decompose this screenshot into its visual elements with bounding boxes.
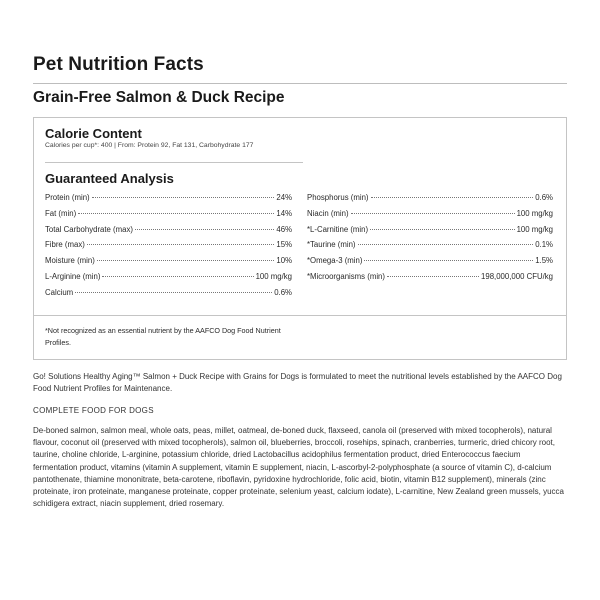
analysis-value: 24%: [276, 193, 292, 202]
analysis-value: 0.6%: [274, 287, 292, 297]
page-title: Pet Nutrition Facts: [33, 54, 204, 75]
dot-leader: [358, 244, 534, 245]
analysis-label: *L-Carnitine (min): [307, 224, 369, 234]
analysis-row: [307, 209, 553, 225]
analysis-value: 14%: [276, 208, 292, 218]
aafco-statement: Go! Solutions Healthy Aging™ Salmon + Duck Recipe with Grains for Dogs is formulated to meet the nutritional levels established by the AAFCO Dog Food Nutrient Profiles for Maintenance.: [33, 372, 562, 393]
analysis-label: Protein (min): [45, 193, 90, 202]
analysis-label: Phosphorus (min): [307, 193, 369, 202]
ingredients-list: De-boned salmon, salmon meal, whole oats, peas, millet, oatmeal, de-boned duck, flaxseed, canola oil (preserved with mixed tocopherols), natural flavour, coconut oil (preserved with mixed tocopherols), salmon oil, blueberries, broccoli, rosehips, spinach, cranberries, turmeric, dried chicory root, taurine, choline chloride, L-arginine, potassium chloride, dried Lactobacillus acidophilus fermentation product, dried Enterococcus faecium fermentation product, vitamins (vitamin A supplement, vitamin E supplement, niacin, L-ascorbyl-2-polyphosphate (a source of vitamin C), d-calcium pantothenate, thiamine mononitrate, beta-carotene, riboflavin, pyridoxine hydrochloride, folic acid, biotin, vitamin B12 supplement), minerals (zinc proteinate, iron proteinate, manganese proteinate, copper proteinate, selenium yeast, calcium iodate), L-carnitine, New Zealand green mussels, yucca schidigera extract, niacin supplement, dried rosemary.: [33, 426, 564, 509]
dot-leader: [351, 213, 515, 214]
dot-leader: [135, 229, 274, 230]
analysis-row: [45, 193, 292, 209]
analysis-row: [45, 256, 292, 272]
dot-leader: [87, 244, 275, 245]
analysis-value: 198,000,000 CFU/kg: [481, 271, 553, 281]
analysis-label: *Omega-3 (min): [307, 256, 363, 266]
dot-leader: [75, 292, 272, 293]
analysis-value: 100 mg/kg: [516, 224, 553, 234]
note-divider: [34, 315, 566, 316]
analysis-label: L-Arginine (min): [45, 271, 101, 281]
analysis-value: 100 mg/kg: [516, 208, 553, 218]
aafco-footnote: *Not recognized as an essential nutrient by the AAFCO Dog Food Nutrient Profiles.: [45, 326, 281, 347]
dot-leader: [370, 229, 514, 230]
dot-leader: [92, 197, 275, 198]
analysis-value: 10%: [276, 256, 292, 266]
analysis-row: [307, 240, 553, 256]
analysis-value: 46%: [276, 224, 292, 234]
analysis-row: [307, 225, 553, 241]
calorie-content-heading: Calorie Content: [45, 126, 142, 141]
recipe-subtitle: Grain-Free Salmon & Duck Recipe: [33, 89, 285, 106]
analysis-row: [45, 288, 292, 304]
analysis-label: Fibre (max): [45, 240, 85, 250]
dot-leader: [364, 260, 533, 261]
analysis-value: 1.5%: [535, 256, 553, 266]
analysis-value: 0.6%: [535, 193, 553, 202]
analysis-label: Total Carbohydrate (max): [45, 224, 133, 234]
dot-leader: [78, 213, 274, 214]
analysis-value: 100 mg/kg: [255, 271, 292, 281]
title-divider: [33, 83, 567, 84]
calorie-content-detail: Calories per cup*: 400 | From: Protein 92, Fat 131, Carbohydrate 177: [45, 142, 254, 149]
analysis-row: [45, 209, 292, 225]
analysis-value: 15%: [276, 240, 292, 250]
dot-leader: [97, 260, 275, 261]
analysis-row: [45, 225, 292, 241]
complete-food-label: COMPLETE FOOD FOR DOGS: [33, 406, 154, 415]
dot-leader: [387, 276, 479, 277]
analysis-value: 0.1%: [535, 240, 553, 250]
analysis-row: [45, 272, 292, 288]
analysis-column-left: [45, 193, 292, 304]
analysis-label: Moisture (min): [45, 256, 95, 266]
analysis-row: [45, 240, 292, 256]
guaranteed-analysis-heading: Guaranteed Analysis: [45, 171, 174, 186]
analysis-label: *Microorganisms (min): [307, 271, 385, 281]
analysis-label: Niacin (min): [307, 208, 349, 218]
nutrition-panel: [33, 117, 567, 360]
analysis-row: [307, 256, 553, 272]
analysis-column-right: [307, 193, 553, 288]
calorie-divider: [45, 162, 303, 163]
analysis-label: Calcium: [45, 287, 74, 297]
analysis-label: Fat (min): [45, 208, 77, 218]
analysis-row: [307, 193, 553, 209]
dot-leader: [371, 197, 534, 198]
analysis-label: *Taurine (min): [307, 240, 356, 250]
dot-leader: [102, 276, 253, 277]
analysis-row: [307, 272, 553, 288]
